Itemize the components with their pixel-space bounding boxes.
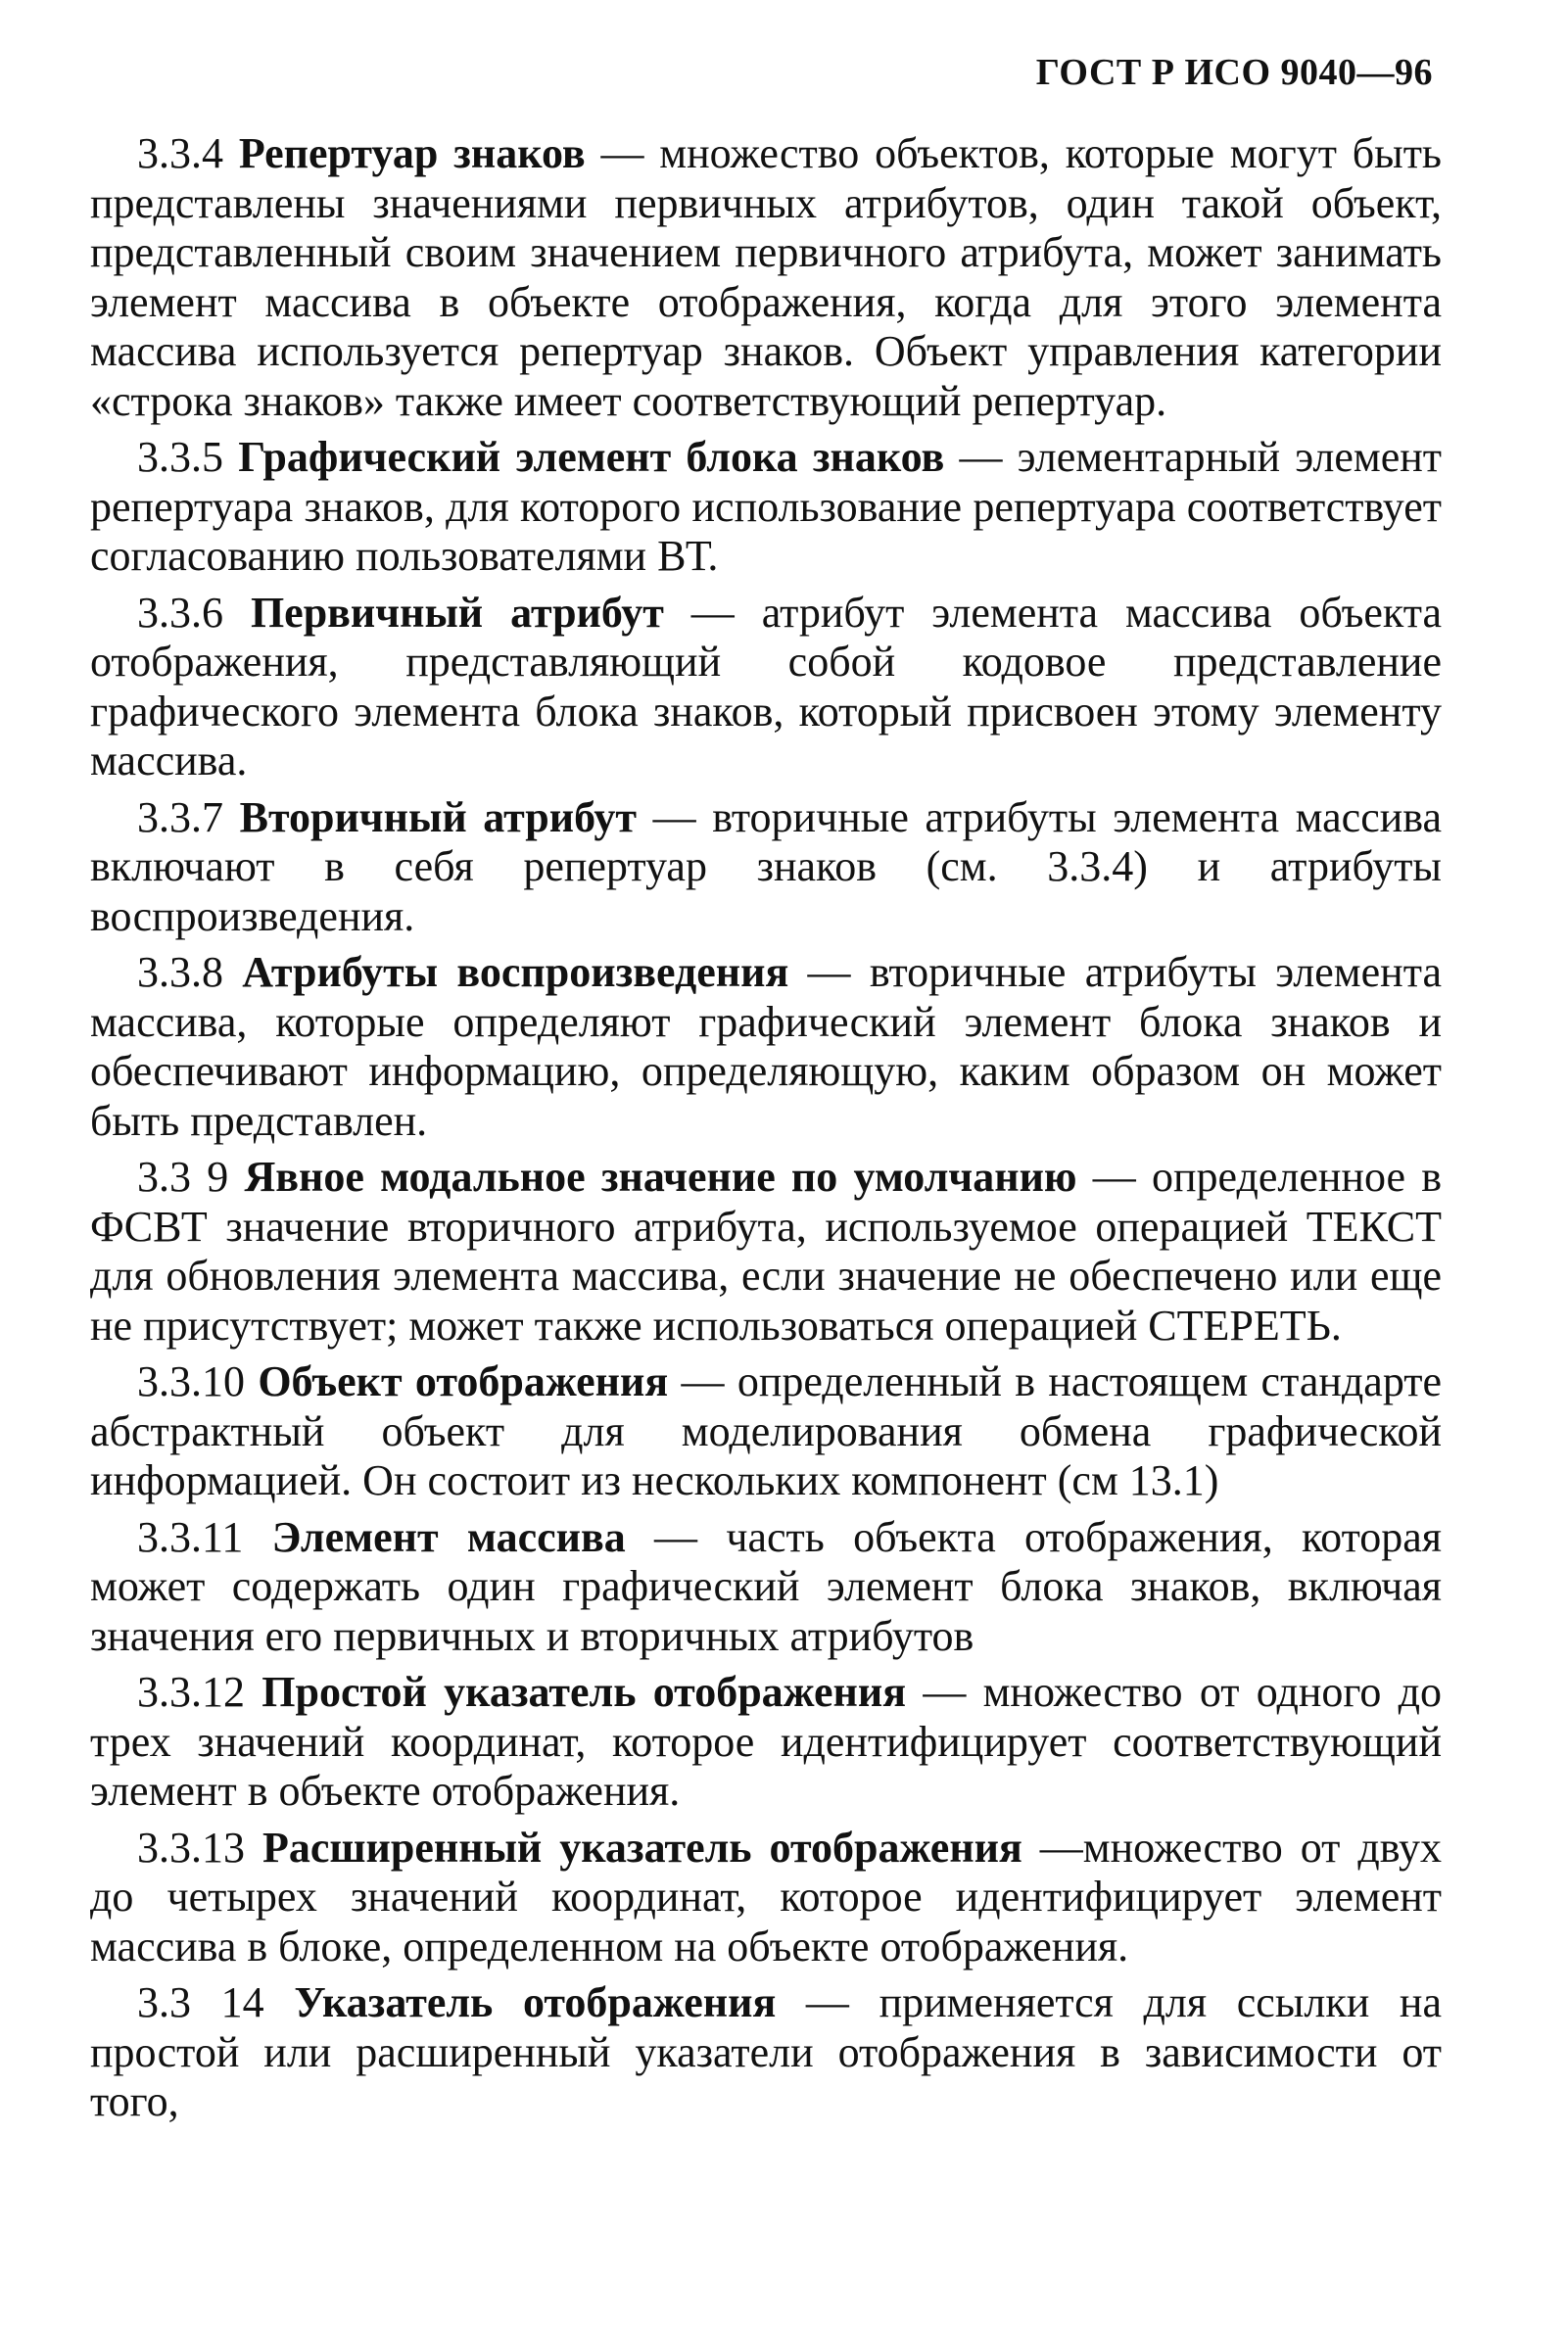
- clause-term: Явное модальное значение по умолчанию: [244, 1153, 1077, 1201]
- clause-definition: —множество от двух до четырех значений координат, которое идентифицирует элемент массива в блоке, определенном на объекте отображения.: [90, 1823, 1443, 1971]
- clause-term: Указатель отображения: [294, 1978, 777, 2026]
- clause-definition: — определенное в ФСВТ значение вторичного атрибута, используемое операцией ТЕКСТ для обновления элемента массива, если значение не обеспечено или еще не присутствует; может также использоваться операцией СТЕРЕТЬ.: [90, 1153, 1443, 1350]
- clause-term: Объект отображения: [258, 1357, 669, 1405]
- clause-3-3-13: [90, 1824, 1442, 1972]
- clause-3-3-6: [90, 589, 1442, 786]
- clause-number: 3.3 9: [137, 1153, 229, 1201]
- clause-3-3-7: [90, 793, 1442, 942]
- document-body: [90, 129, 1442, 2134]
- clause-definition: — элементарный элемент репертуара знаков, для которого использование репертуара соответствует согласованию пользователями ВТ.: [90, 433, 1443, 580]
- clause-definition: — применяется для ссылки на простой или расширенный указатели отображения в зависимости от того,: [90, 1978, 1443, 2125]
- clause-number: 3.3.11: [137, 1512, 244, 1561]
- clause-definition: — вторичные атрибуты элемента массива включают в себя репертуар знаков (см. 3.3.4) и атрибуты воспроизведения.: [90, 792, 1442, 940]
- clause-number: 3.3.10: [137, 1357, 245, 1405]
- running-header: ГОСТ Р ИСО 9040—96: [1035, 52, 1433, 93]
- clause-3-3-10: [90, 1357, 1442, 1506]
- clause-term: Графический элемент блока знаков: [238, 433, 945, 481]
- clause-definition: — определенный в настоящем стандарте абстрактный объект для моделирования обмена графической информацией. Он состоит из нескольких компонент (см 13.1): [90, 1357, 1442, 1504]
- clause-term: Вторичный атрибут: [239, 792, 638, 841]
- clause-number: 3.3.6: [137, 588, 223, 637]
- clause-3-3-11: [90, 1513, 1442, 1662]
- clause-number: 3.3.8: [137, 948, 223, 996]
- clause-3-3-4: [90, 129, 1442, 426]
- clause-number: 3.3 14: [137, 1978, 264, 2026]
- clause-number: 3.3.7: [137, 792, 223, 841]
- clause-number: 3.3.4: [137, 129, 223, 177]
- clause-term: Расширенный указатель отображения: [261, 1823, 1022, 1872]
- clause-definition: — атрибут элемента массива объекта отображения, представляющий собой кодовое представление графического элемента блока знаков, который присвоен этому элементу массива.: [90, 588, 1443, 784]
- clause-term: Атрибуты воспроизведения: [242, 948, 789, 996]
- clause-3-3-5: [90, 433, 1442, 582]
- clause-definition: — множество от одного до трех значений координат, которое идентифицирует соответствующий элемент в объекте отображения.: [90, 1668, 1443, 1815]
- clause-3-3-9: [90, 1153, 1442, 1351]
- clause-number: 3.3.5: [137, 433, 223, 481]
- clause-definition: — множество объектов, которые могут быть представлены значениями первичных атрибутов, один такой объект, представленный своим значением первичного атрибута, может занимать элемент массива в объекте отображения, когда для этого элемента массива используется репертуар знаков. Объект управления категории «строка знаков» также имеет соответствующий репертуар.: [90, 129, 1442, 425]
- clause-number: 3.3.13: [137, 1823, 245, 1872]
- clause-number: 3.3.12: [137, 1668, 245, 1716]
- clause-term: Репертуар знаков: [238, 129, 586, 177]
- clause-term: Первичный атрибут: [250, 588, 664, 637]
- clause-definition: — вторичные атрибуты элемента массива, которые определяют графический элемент блока знаков и обеспечивают информацию, определяющую, каким образом он может быть представлен.: [90, 948, 1443, 1145]
- clause-3-3-14: [90, 1978, 1442, 2127]
- clause-3-3-12: [90, 1668, 1442, 1817]
- clause-3-3-8: [90, 948, 1442, 1146]
- clause-term: Простой указатель отображения: [261, 1668, 907, 1716]
- clause-definition: — часть объекта отображения, которая может содержать один графический элемент блока знаков, включая значения его первичных и вторичных атрибутов: [90, 1512, 1442, 1660]
- clause-term: Элемент массива: [271, 1512, 626, 1561]
